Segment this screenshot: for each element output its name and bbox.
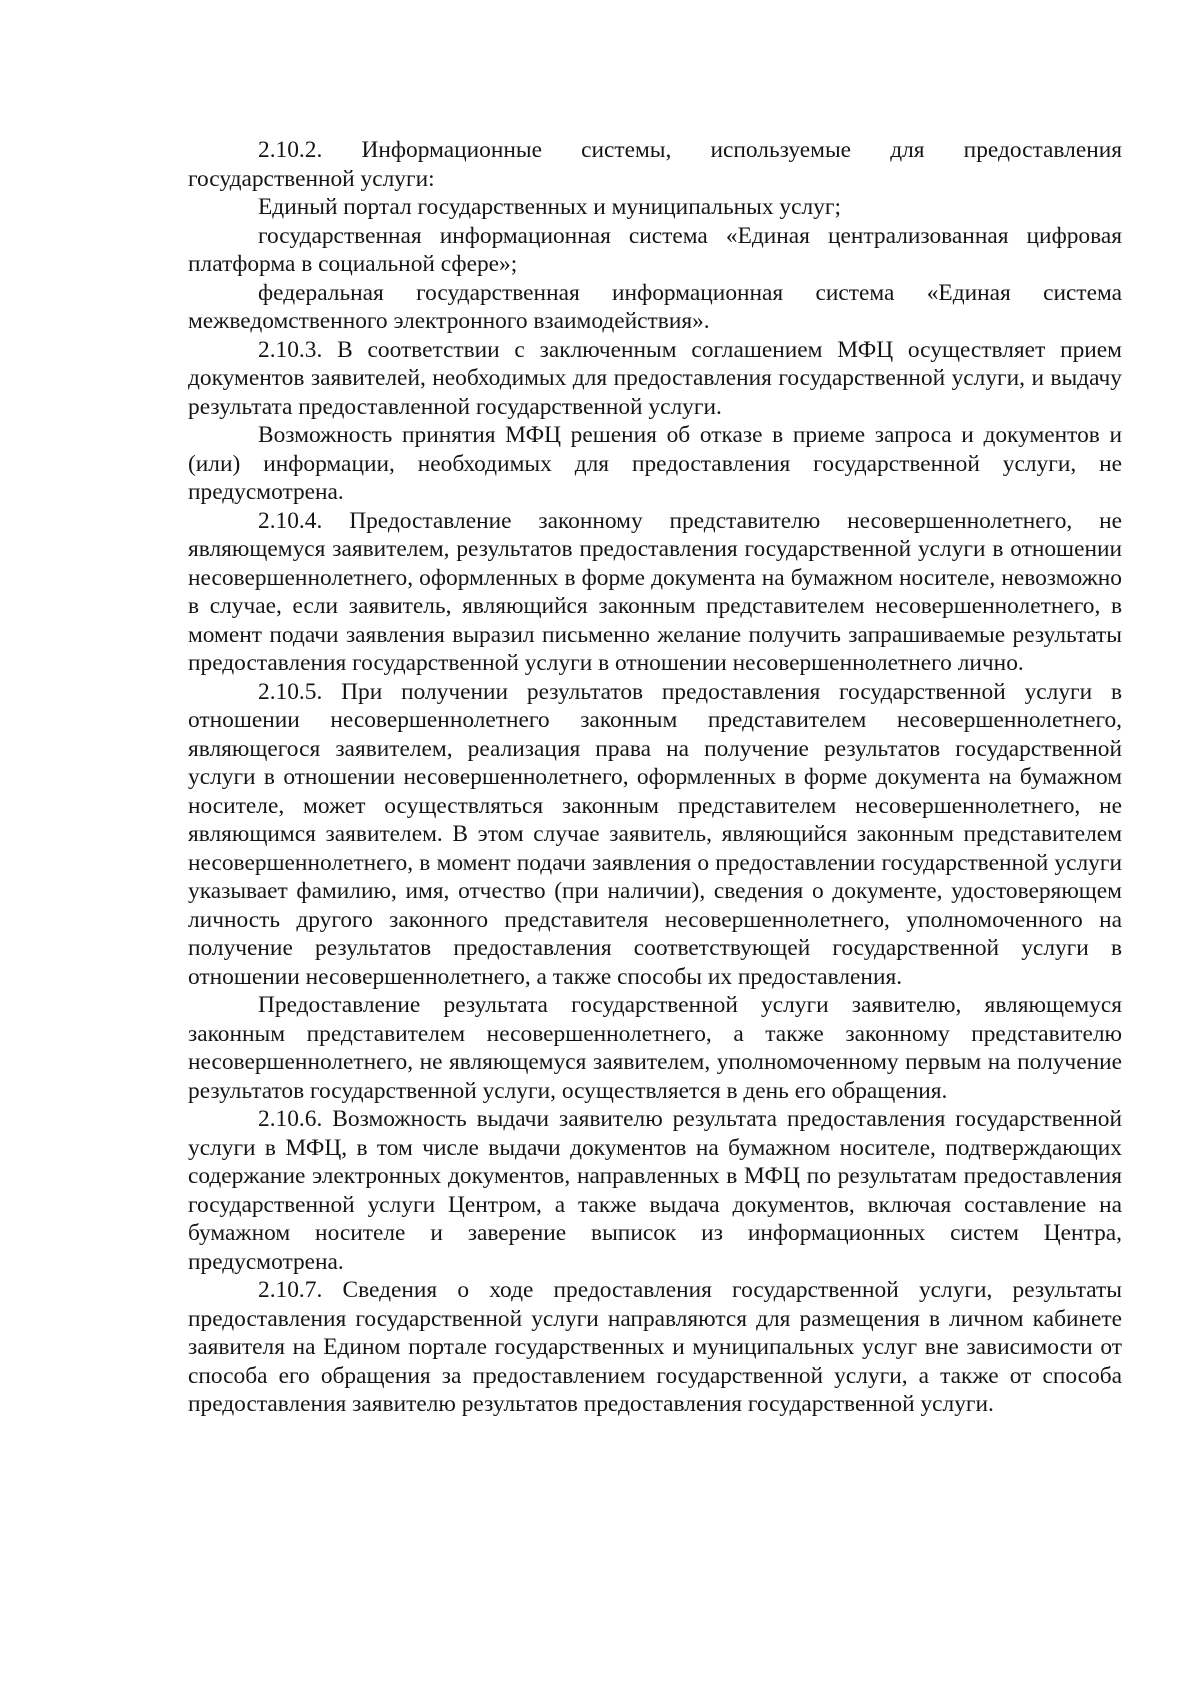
paragraph-2-10-7: 2.10.7. Сведения о ходе предоставления государственной услуги, результаты предоставления государственной услуги направляются для размещения в личном кабинете заявителя на Едином портале государственных и муниципальных услуг вне зависимости от способа его обращения за предоставлением государственной услуги, а также от способа предоставления заявителю результатов предоставления государственной услуги. — [188, 1277, 1122, 1417]
paragraph-2-10-5: 2.10.5. При получении результатов предоставления государственной услуги в отношении несовершеннолетнего законным представителем несовершеннолетнего, являющегося заявителем, реализация права на получение результатов государственной услуги в отношении несовершеннолетнего, оформленных в форме документа на бумажном носителе, может осуществляться законным представителем несовершеннолетнего, не являющимся заявителем. В этом случае заявитель, являющийся законным представителем несовершеннолетнего, в момент подачи заявления о предоставлении государственной услуги указывает фамилию, имя, отчество (при наличии), сведения о документе, удостоверяющем личность другого законного представителя несовершеннолетнего, уполномоченного на получение результатов предоставления соответствующей государственной услуги в отношении несовершеннолетнего, а также способы их предоставления. — [188, 678, 1122, 990]
paragraph-2-10-4: 2.10.4. Предоставление законному представителю несовершеннолетнего, не являющемуся заявителем, результатов предоставления государственной услуги в отношении несовершеннолетнего, оформленных в форме документа на бумажном носителе, невозможно в случае, если заявитель, являющийся законным представителем несовершеннолетнего, в момент подачи заявления выразил письменно желание получить запрашиваемые результаты предоставления государственной услуги в отношении несовершеннолетнего лично. — [188, 507, 1122, 676]
paragraph-gis-platform: государственная информационная система «Единая централизованная цифровая платформа в социальной сфере»; — [188, 222, 1122, 277]
paragraph-2-10-2: 2.10.2. Информационные системы, используемые для предоставления государственной услуги: — [188, 137, 1122, 192]
paragraph-2-10-6: 2.10.6. Возможность выдачи заявителю результата предоставления государственной услуги в МФЦ, в том числе выдачи документов на бумажном носителе, подтверждающих содержание электронных документов, направленных в МФЦ по результатам предоставления государственной услуги Центром, а также выдача документов, включая составление на бумажном носителе и заверение выписок из информационных систем Центра, предусмотрена. — [188, 1106, 1122, 1275]
paragraph-epgu: Единый портал государственных и муниципальных услуг; — [258, 194, 841, 220]
paragraph-mfc-refusal: Возможность принятия МФЦ решения об отказе в приеме запроса и документов и (или) информации, необходимых для предоставления государственной услуги, не предусмотрена. — [188, 422, 1122, 505]
document-body — [188, 136, 1122, 1419]
paragraph-result-delivery: Предоставление результата государственной услуги заявителю, являющемуся законным представителем несовершеннолетнего, а также законному представителю несовершеннолетнего, не являющемуся заявителем, уполномоченному первым на получение результатов государственной услуги, осуществляется в день его обращения. — [188, 992, 1122, 1104]
paragraph-smev: федеральная государственная информационная система «Единая система межведомственного электронного взаимодействия». — [188, 279, 1122, 334]
paragraph-2-10-3: 2.10.3. В соответствии с заключенным соглашением МФЦ осуществляет прием документов заявителей, необходимых для предоставления государственной услуги, и выдачу результата предоставленной государственной услуги. — [188, 336, 1122, 420]
